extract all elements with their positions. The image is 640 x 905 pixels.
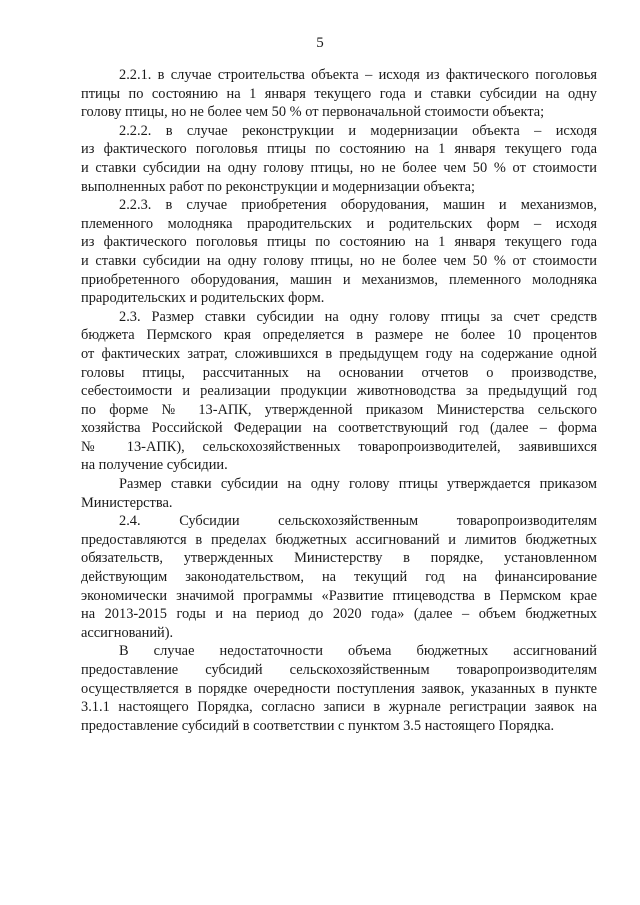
text-line: на 2013-2015 годы и на период до 2020 года» (далее – объем бюджетных: [81, 606, 597, 623]
text-line: из фактического поголовья птицы по состоянию на 1 января текущего года: [81, 234, 597, 251]
text-line: по форме № 13-АПК, утвержденной приказом Министерства сельского: [81, 401, 597, 418]
text-line: на получение субсидии.: [81, 457, 228, 474]
paragraph-2-2-1: [81, 66, 597, 122]
text-line: предоставляются в пределах бюджетных ассигнований и лимитов бюджетных: [81, 531, 597, 548]
text-line: прародительских и родительских форм.: [81, 290, 325, 307]
paragraph-2-3: [81, 308, 597, 475]
text-line: бюджета Пермского края определяется в размере не более 10 процентов: [81, 327, 597, 344]
text-line: Размер ставки субсидии на одну голову птицы утверждается приказом: [119, 476, 597, 493]
text-line: 3.1.1 настоящего Порядка, согласно записи в журнале регистрации заявок на: [81, 699, 597, 716]
text-line: Министерства.: [81, 494, 173, 511]
text-line: от фактических затрат, сложившихся в предыдущем году на содержание одной: [81, 345, 597, 362]
text-line: 2.4. Субсидии сельскохозяйственным товаропроизводителям: [119, 513, 597, 530]
text-line: действующим законодательством, на текущий год на финансирование: [81, 569, 597, 586]
text-line: № 13-АПК), сельскохозяйственных товаропроизводителей, заявившихся: [81, 438, 597, 455]
text-line: экономически значимой программы «Развитие птицеводства в Пермском крае: [81, 587, 597, 604]
text-line: предоставление субсидий в соответствии с пунктом 3.5 настоящего Порядка.: [81, 717, 555, 734]
text-line: приобретенного оборудования, машин и механизмов, племенного молодняка: [81, 271, 597, 288]
paragraph-2-2-3: [81, 196, 597, 308]
text-line: 2.3. Размер ставки субсидии на одну голову птицы за счет средств: [119, 308, 597, 325]
text-line: себестоимости и реализации продукции животноводства за предыдущий год: [81, 383, 597, 400]
paragraph-insufficiency: [81, 642, 597, 735]
text-line: выполненных работ по реконструкции и модернизации объекта;: [81, 178, 475, 195]
text-line: 2.2.3. в случае приобретения оборудования, машин и механизмов,: [119, 197, 597, 214]
paragraph-2-4: [81, 512, 597, 642]
text-line: из фактического поголовья птицы по состоянию на 1 января текущего года: [81, 141, 597, 158]
text-line: предоставление субсидий сельскохозяйственным товаропроизводителям: [81, 662, 597, 678]
text-line: обязательств, утвержденных Министерству в порядке, установленном: [81, 550, 597, 567]
text-line: 2.2.1. в случае строительства объекта – исходя из фактического поголовья: [119, 67, 597, 83]
page-number: 5: [316, 35, 324, 51]
text-line: птицы по состоянию на 1 января текущего года и ставки субсидии на одну: [81, 85, 597, 102]
text-line: В случае недостаточности объема бюджетных ассигнований: [119, 643, 597, 660]
text-line: ассигнований).: [81, 624, 174, 641]
text-line: голову птицы, но не более чем 50 % от первоначальной стоимости объекта;: [81, 104, 545, 121]
text-line: головы птицы, рассчитанных на основании отчетов о производстве,: [81, 364, 597, 381]
text-line: племенного молодняка прародительских и родительских форм – исходя: [81, 215, 597, 232]
text-line: и ставки субсидии на одну голову птицы, но не более чем 50 % от стоимости: [81, 252, 597, 269]
text-line: 2.2.2. в случае реконструкции и модернизации объекта – исходя: [119, 122, 597, 139]
paragraph-rate-approval: [81, 475, 597, 512]
text-line: и ставки субсидии на одну голову птицы, но не более чем 50 % от стоимости: [81, 159, 597, 176]
document-body: [81, 66, 597, 735]
text-line: осуществляется в порядке очередности поступления заявок, указанных в пункте: [81, 680, 597, 697]
paragraph-2-2-2: [81, 122, 597, 196]
text-line: хозяйства Российской Федерации на соответствующий год (далее – форма: [81, 420, 597, 437]
